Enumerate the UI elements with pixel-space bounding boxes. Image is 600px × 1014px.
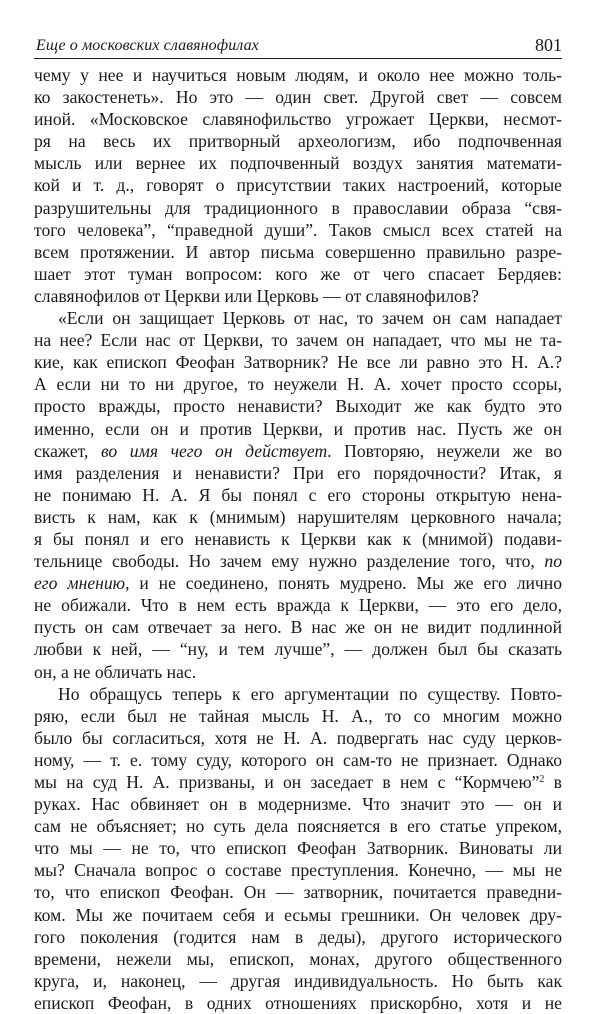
line-text: разрушительны для традиционного в православии образа “свя- bbox=[34, 197, 562, 218]
text-line bbox=[34, 815, 562, 837]
line-text: кой и т. д., говорят о присутствии таких настроений, которые bbox=[34, 175, 562, 196]
line-text: то, что епископ Феофан. Он — затворник, почитается праведни- bbox=[34, 882, 562, 903]
text-line bbox=[34, 174, 562, 196]
line-text: мы на суд Н. А. призваны, и он заседает в нем с “Кормчею” bbox=[34, 772, 540, 792]
line-text: руках. Нас обвиняет он в модернизме. Что значит это — он и bbox=[34, 794, 562, 815]
line-text: . Повторяю, неужели же во bbox=[327, 440, 562, 461]
line-text: , и не соединено, понять мудрено. Мы же его лично bbox=[125, 573, 562, 594]
line-text: ком. Мы же почитаем себя и есьмы грешники. Он человек дру- bbox=[34, 904, 562, 925]
footnote-marker: 2 bbox=[539, 774, 545, 785]
text-line bbox=[34, 881, 562, 903]
text-line bbox=[34, 86, 562, 108]
line-text: имя разделения и ненависти? При его порядочности? Итак, я bbox=[34, 462, 562, 483]
text-line bbox=[34, 395, 562, 417]
line-text: ко закостенеть». Но это — один свет. Другой свет — совсем bbox=[34, 87, 562, 108]
line-text: что мы — не то, что епископ Феофан Затворник. Виноваты ли bbox=[34, 838, 562, 859]
line-text: именно, если он и против Церкви, и против нас. Пусть же он bbox=[34, 418, 562, 439]
line-text: шает этот туман вопросом: кого же от чего спасает Бердяев: bbox=[34, 263, 562, 284]
text-line bbox=[34, 462, 562, 484]
line-text: иной. «Московское славянофильство угрожает Церкви, несмот- bbox=[34, 109, 562, 130]
text-line bbox=[34, 727, 562, 749]
emphasis-text: его мнению bbox=[34, 573, 126, 594]
text-line bbox=[34, 749, 562, 771]
text-line bbox=[34, 638, 562, 660]
text-line bbox=[34, 528, 562, 550]
text-line bbox=[34, 307, 562, 329]
text-line bbox=[34, 64, 562, 86]
text-line bbox=[34, 373, 562, 395]
text-line bbox=[34, 152, 562, 174]
line-text: славянофилов от Церкви или Церковь — от славянофилов? bbox=[34, 285, 479, 306]
text-line bbox=[34, 793, 562, 815]
line-text: всем протяжении. И автор письма совершенно правильно разре- bbox=[34, 241, 562, 262]
text-line bbox=[34, 970, 562, 992]
text-line bbox=[34, 219, 562, 241]
text-line bbox=[34, 661, 562, 683]
text-line bbox=[34, 683, 562, 705]
line-text: не обижали. Что в нем есть вражда к Церкви, — это его дело, bbox=[34, 595, 562, 616]
line-text: гого поколения (годится нам в деды), другого исторического bbox=[34, 926, 562, 947]
text-line bbox=[34, 926, 562, 948]
line-text: просто вражды, просто ненависти? Выходит же как будто это bbox=[34, 396, 562, 417]
line-text: ря на весь их притворный археологизм, ибо подпочвенная bbox=[34, 131, 562, 152]
line-text: А если ни то ни другое, то неужели Н. А. хочет просто ссоры, bbox=[34, 374, 562, 395]
text-line bbox=[34, 992, 562, 1014]
line-text: не понимаю Н. А. Я бы понял с его стороны открытую нена- bbox=[34, 484, 562, 505]
page-number: 801 bbox=[535, 35, 562, 55]
line-text: «Если он защищает Церковь от нас, то зачем он сам нападает bbox=[58, 308, 562, 329]
line-text: чему у нее и научиться новым людям, и около нее можно толь- bbox=[34, 65, 562, 85]
emphasis-text: во имя чего он действует bbox=[101, 440, 328, 461]
line-text: я бы понял и его ненависть к Церкви как к (мнимой) подави- bbox=[34, 528, 562, 549]
running-header bbox=[34, 34, 562, 59]
text-line bbox=[34, 572, 562, 594]
line-text: в bbox=[544, 772, 562, 792]
text-line bbox=[34, 616, 562, 638]
text-line bbox=[34, 904, 562, 926]
line-text: на нее? Если нас от Церкви, то зачем он нападает, что мы не та- bbox=[34, 330, 562, 351]
line-text: времени, нежели мы, епископ, монах, другого общественного bbox=[34, 948, 562, 969]
text-line bbox=[34, 197, 562, 219]
line-text: мысль или вернее их подпочвенный воздух занятия математи- bbox=[34, 153, 562, 174]
line-text: Но обращусь теперь к его аргументации по существу. Повто- bbox=[58, 683, 562, 704]
text-line bbox=[34, 837, 562, 859]
line-text: ряю, если был не тайная мысль Н. А., то со многим можно bbox=[34, 705, 562, 726]
text-line bbox=[34, 241, 562, 263]
running-title: Еще о московских славянофилах bbox=[36, 37, 259, 54]
text-line bbox=[34, 130, 562, 152]
body-text bbox=[34, 64, 562, 1014]
emphasis-text: по bbox=[544, 551, 562, 572]
line-text: мы? Сначала вопрос о составе преступления. Конечно, — мы не bbox=[34, 860, 562, 881]
text-line bbox=[34, 594, 562, 616]
line-text: кие, как епископ Феофан Затворник? Не все ли равно это Н. А.? bbox=[34, 352, 562, 373]
line-text: сам не объясняет; но суть дела поясняется в его статье упреком, bbox=[34, 816, 562, 837]
line-text: круга, и, наконец, — другая индивидуальность. Но быть как bbox=[34, 970, 562, 991]
line-text: ному, — т. е. тому суду, которого он сам-то не признает. Однако bbox=[34, 749, 562, 770]
text-line bbox=[34, 108, 562, 130]
text-line bbox=[34, 351, 562, 373]
text-line bbox=[34, 859, 562, 881]
text-line bbox=[34, 550, 562, 572]
line-text: любви к ней, — “ну, и тем лучше”, — должен был бы сказать bbox=[34, 639, 562, 660]
text-line bbox=[34, 771, 562, 793]
line-text: скажет, bbox=[34, 440, 101, 461]
text-line bbox=[34, 440, 562, 462]
text-line bbox=[34, 484, 562, 506]
line-text: епископ Феофан, в одних отношениях прискорбно, хотя и не bbox=[34, 992, 562, 1013]
line-text: того человека”, “праведной души”. Таков смысл всех статей на bbox=[34, 219, 562, 240]
text-line bbox=[34, 285, 562, 307]
text-line bbox=[34, 418, 562, 440]
line-text: он, а не обличать нас. bbox=[34, 661, 197, 682]
text-line bbox=[34, 329, 562, 351]
line-text: пусть он сам отвечает за него. В нас же он не видит подлинной bbox=[34, 617, 562, 638]
line-text: висть к нам, как к (мнимым) нарушителям церковного начала; bbox=[34, 506, 562, 527]
text-line bbox=[34, 705, 562, 727]
text-line bbox=[34, 948, 562, 970]
line-text: было бы согласиться, хотя не Н. А. подвергать нас суду церков- bbox=[34, 727, 562, 748]
text-line bbox=[34, 506, 562, 528]
line-text: тельнице свободы. Но зачем ему нужно разделение того, что, bbox=[34, 551, 545, 572]
text-line bbox=[34, 263, 562, 285]
